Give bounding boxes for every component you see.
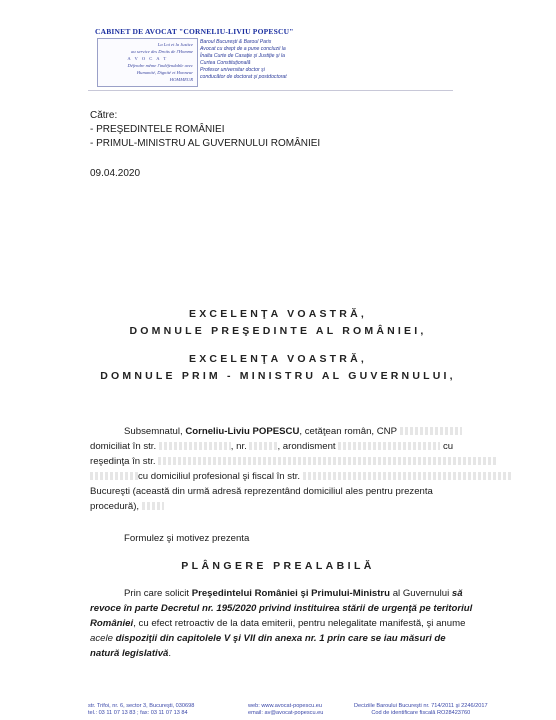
salutation-line-4: DOMNULE PRIM - MINISTRU AL GUVERNULUI, xyxy=(100,370,456,382)
body-text: al Guvernului xyxy=(390,588,452,599)
redacted-arrondissement xyxy=(338,442,440,450)
intro-line-2 xyxy=(90,441,453,453)
intro-text: domiciliat în str. xyxy=(90,441,157,452)
intro-text: Subsemnatul, xyxy=(124,426,186,437)
intro-line-4 xyxy=(90,471,513,483)
body-bold-italic: dispoziţii din capitolele V şi VII din anexa nr. 1 prin care se iau măsuri de xyxy=(115,633,446,644)
intro-text: cu domiciliul profesional şi fiscal în str. xyxy=(138,471,301,482)
firm-credentials xyxy=(200,39,340,80)
author-name: Corneliu-Liviu POPESCU xyxy=(185,426,300,437)
recipient-prime-minister: - PRIMUL-MINISTRU AL GUVERNULUI ROMÂNIEI xyxy=(90,138,321,149)
intro-text: , nr. xyxy=(230,441,247,452)
document-title: PLÂNGERE PREALABILĂ xyxy=(181,560,375,572)
salutation-line-3: EXCELENŢA VOASTRĂ, xyxy=(189,353,367,365)
intro-text: , cetăţean român, CNP xyxy=(299,426,397,437)
redacted-number xyxy=(249,442,277,450)
credential-line-4: Curtea Constituţională xyxy=(200,59,251,66)
intro-text: reşedinţa în str. xyxy=(90,456,156,467)
credential-line-1: Baroul Bucureşti & Baroul Paris xyxy=(200,39,272,45)
body-line-2: revoce în parte Decretul nr. 195/2020 privind instituirea stării de urgenţă pe teritoriul xyxy=(90,603,473,614)
footer-contact xyxy=(248,703,323,717)
footer-fiscal-code: Cod de identificare fiscală RO28423760 xyxy=(371,710,471,716)
redacted-street xyxy=(159,442,231,450)
to-label: Către: xyxy=(90,110,118,121)
body-italic: acele xyxy=(90,633,116,644)
body-text: . xyxy=(168,648,172,659)
footer-address xyxy=(88,703,194,717)
footer-street: str. Trifoi, nr. 6, sector 3, Bucureşti, 030698 xyxy=(88,703,195,709)
intro-text: procedură), xyxy=(90,501,140,512)
body-bold-italic: natură legislativă xyxy=(90,648,169,659)
letterhead-divider xyxy=(88,90,453,91)
letter-date: 09.04.2020 xyxy=(90,168,141,179)
body-line-3 xyxy=(90,618,465,630)
credential-line-3: Înalta Curte de Casaţie şi Justiţie şi la xyxy=(200,52,285,59)
salutation-line-1: EXCELENŢA VOASTRĂ, xyxy=(189,308,367,320)
formulez-line: Formulez şi motivez prezenta xyxy=(124,533,250,544)
body-bold-italic: României xyxy=(90,618,134,629)
firm-title: CABINET DE AVOCAT "CORNELIU-LIVIU POPESCU" xyxy=(95,27,294,36)
intro-line-3 xyxy=(90,456,498,468)
logo-line-2: au service des Droits de l'Homme xyxy=(131,49,193,54)
credential-line-6: conducător de doctorat şi postdoctorat xyxy=(200,73,287,80)
credential-line-5: Profesor universitar doctor şi xyxy=(200,66,265,73)
redacted-residence xyxy=(158,457,498,465)
logo-line-4: Défendre même l'indéfendable avec xyxy=(127,63,193,68)
recipient-president: - PREŞEDINTELE ROMÂNIEI xyxy=(90,124,225,135)
intro-line-5: Bucureşti (această din urmă adresă reprezentând domiciliul ales pentru prezenta xyxy=(90,486,433,497)
body-line-4 xyxy=(90,633,446,645)
firm-logo-box xyxy=(97,38,198,87)
body-text: , cu efect retroactiv de la data emiterii, pentru nelegalitate manifestă, şi anume xyxy=(133,618,466,629)
intro-text: , arondisment xyxy=(277,441,336,452)
footer-phone: tel.: 03 11 07 13 83 ; fax: 03 11 07 13 84 xyxy=(88,710,188,716)
body-line-1 xyxy=(124,588,463,600)
body-line-5 xyxy=(90,648,171,660)
redacted-suffix xyxy=(142,502,164,510)
logo-line-1: La Loi et la Justice xyxy=(157,42,193,47)
footer-decisions: Deciziile Baroului Bucureşti nr. 714/2011 şi 2246/2017 xyxy=(354,703,488,709)
logo-line-6: HOMMEUR xyxy=(169,77,193,82)
credential-line-2: Avocat cu drept de a pune concluzii la xyxy=(200,45,286,52)
salutation-line-2: DOMNULE PREŞEDINTE AL ROMÂNIEI, xyxy=(129,325,427,337)
redacted-cnp xyxy=(400,427,462,435)
redacted-professional-address xyxy=(303,472,513,480)
intro-line-6 xyxy=(90,501,164,513)
footer-email: email: av@avocat-popescu.eu xyxy=(248,710,324,716)
intro-line-1 xyxy=(124,426,462,438)
body-bold: Preşedintelui României şi Primului-Ministru xyxy=(191,588,391,599)
redacted-residence-cont xyxy=(90,472,138,480)
logo-line-3: A V O C A T xyxy=(127,56,168,61)
body-text: Prin care solicit xyxy=(124,588,192,599)
footer-web: web: www.avocat-popescu.eu xyxy=(248,703,323,709)
footer-legal xyxy=(354,703,488,717)
intro-text: cu xyxy=(442,441,454,452)
body-bold-italic: să xyxy=(451,588,463,599)
logo-line-5: Humanité, Dignité et Honneur xyxy=(136,70,193,75)
